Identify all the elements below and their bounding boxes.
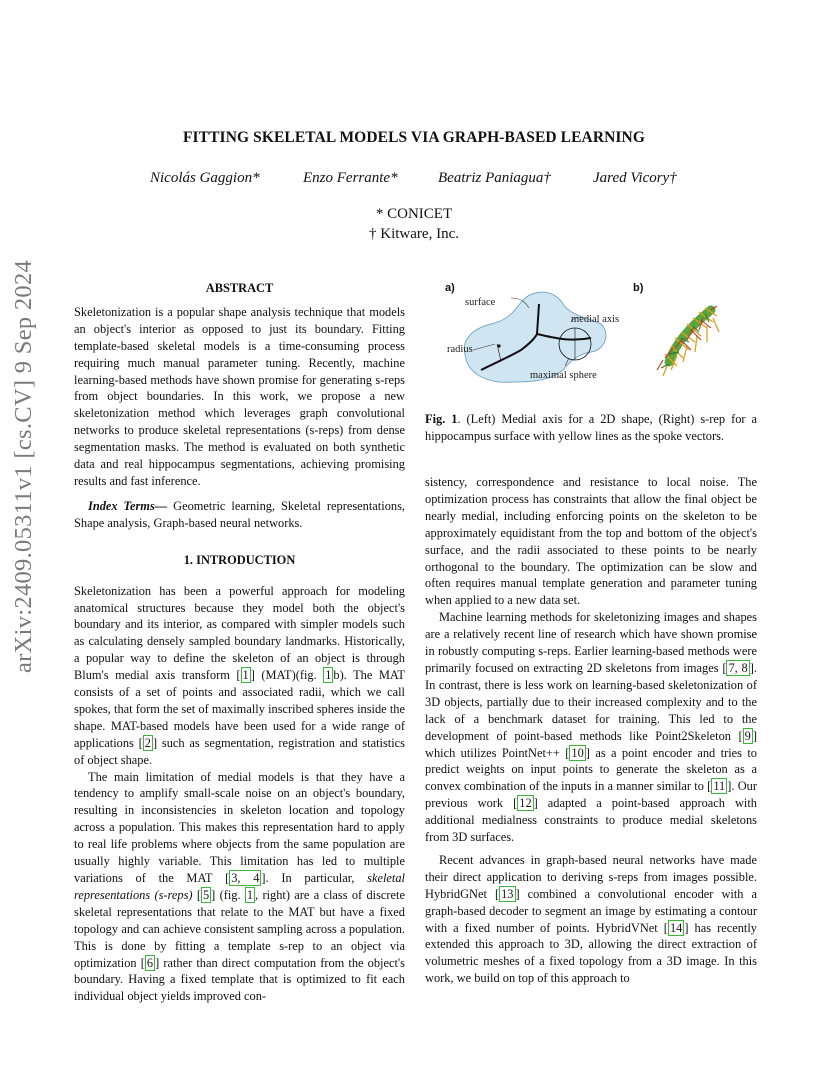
right-paragraph-1: sistency, correspondence and resistance to local noise. The optimization process has constraints that allow the final object be nearly medial, including enforcing points on the skeleton to be approximately equidistant from the top and bottom of the object's surface, and the radii associated to these points to be nearly orthogonal to the boundary. The optimization can be slow and often requires manual template generation and parameter tuning when applied to a new data set. [425,475,757,608]
right-paragraph-3: Recent advances in graph-based neural networks have made their direct application to deriving s-reps from images possible. HybridGNet [ 13 ] combined a convolutional encoder with a graph-based decoder to segment an image by estimating a contour with a fixed number of points. HybridVNet [ 14 ] has recently extended this approach to 3D, allowing the direct extraction of volumetric meshes of a fixed topology from a 3D image. In this work, we build on top of this approach to [425,852,757,986]
right-column [425,474,757,987]
hippocampus-srep-image [657,306,719,376]
author-4: Jared Vicory† [593,170,677,186]
arxiv-identifier: arXiv:2409.05311v1 [cs.CV] 9 Sep 2024 [10,259,37,673]
citation-link[interactable]: 9 [744,728,751,743]
citation-link[interactable]: 2 [144,735,151,750]
figure-label-a: a) [445,282,455,294]
figure-caption [425,411,757,445]
citation-link[interactable]: 5 [202,887,210,902]
figure-caption-label: Fig. 1 [425,412,458,426]
figure-link[interactable]: 1 [246,887,254,902]
affiliation-2: † Kitware, Inc. [369,226,459,242]
intro-paragraph-1: Skeletonization has been a powerful approach for modeling anatomical structures because they model both the object's boundary and its interior, as compared with simpler models such as calculating densely sampled boundary landmarks. Historically, a popular way to define the skeleton of an object is through Blum's medial axis transform [ 1 ] (MAT)(fig. 1 b). The MAT consists of a set of points and associated radii, which we call spokes, that form the set of maximally inscribed spheres inside the shape. MAT-based models have been used for a wide range of applications [ 2 ] such as segmentation, registration and statistics of object shape. [74,583,405,767]
medial-axis-diagram [425,282,760,392]
citation-link[interactable]: 11 [713,779,726,794]
medial-axis-label: medial axis [571,314,620,325]
surface-label: surface [465,297,496,308]
paper-title: FITTING SKELETAL MODELS VIA GRAPH-BASED LEARNING [182,129,645,146]
author-3: Beatriz Paniagua† [438,170,551,186]
citation-link[interactable]: 13 [501,886,514,901]
right-paragraph-2: Machine learning methods for skeletonizing images and shapes are a relatively recent line of research which have shown promise in robustly computing s-reps. Earlier learning-based methods were primarily focused on extracting 2D skeletons from images [ 7, 8 ]. In contrast, there is less work on learning-based skeletonization of 3D objects, partially due to their increased complexity and to the lack of a benchmark dataset for training. This led to the development of point-based methods like Point2Skeleton [ 9 ] which utilizes PointNet++ [ 10 ] as a point encoder and tries to predict weights on input points to generate the skeleton as a convex combination of the inputs in a manner similar to [ 11 ]. Our previous work [ 12 ] adapted a point-based approach with additional medialness constraints to produce medial skeletons from 3D surfaces. [425,610,757,845]
citation-link[interactable]: 7, 8 [728,660,748,675]
citation-link[interactable]: 1 [242,668,249,683]
citation-link[interactable]: 3, 4 [231,871,260,885]
figure-link[interactable]: 1 [325,668,332,683]
radius-label: radius [447,344,473,355]
intro-paragraph-2: The main limitation of medial models is that they have a tendency to amplify small-scale noise on an object's boundary, resulting in inconsistencies in skeleton location and topology across a population. This makes this representation hard to apply to real life problems where objects from the same population are usually highly variable. This limitation has led to multiple variations of the MAT [ 3, 4 ]. In particular, skeletal representations (s-reps) [ 5 ] (fig. 1 , right) are a class of discrete skeletal representations that relate to the MAT but have a fixed topology and can achieve consistent sampling across a population. This is done by fitting a template s-rep to an object via optimization [ 6 ] rather than direct computation from the object's boundary. Having a fixed template that is optimized to fit each individual object yields improved con- [74,769,405,1004]
citation-link[interactable]: 10 [571,745,584,760]
figure-caption-text: . (Left) Medial axis for a 2D shape, (Right) s-rep for a hippocampus surface with yellow lines as the spoke vectors. [425,412,757,443]
radius-point [497,344,500,347]
citation-link[interactable]: 14 [669,920,683,935]
intro-heading: 1. INTRODUCTION [183,552,296,567]
index-terms-label: Index Terms— [88,498,168,513]
maximal-sphere-label: maximal sphere [530,370,597,381]
affiliation-1: * CONICET [375,206,453,222]
author-2: Enzo Ferrante* [303,170,398,186]
abstract-text: Skeletonization is a popular shape analysis technique that models an object's interior as opposed to just its boundary. Fitting template-based skeletal models is a time-consuming process requiring much manual parameter tuning. Recently, machine learning-based methods have shown promise for generating s-reps from object boundaries. In this work, we propose a new skeletonization method which leverages graph convolutional networks to produce skeletal representations (s-reps) from dense segmentation masks. The method is evaluated on both synthetic data and real hippocampus segmentations, achieving promising results and fast inference. [74,304,405,488]
citation-link[interactable]: 6 [146,955,154,970]
srep-body [669,310,711,362]
index-terms-text: Geometric learning, Skeletal representations, Shape analysis, Graph-based neural networks. [74,498,405,530]
citation-link[interactable]: 12 [519,796,532,811]
index-terms [74,498,405,532]
figure-label-b: b) [633,282,644,294]
left-column [74,280,405,1005]
author-1: Nicolás Gaggion* [150,170,260,186]
figure-1 [425,282,760,392]
abstract-heading: ABSTRACT [205,281,274,295]
